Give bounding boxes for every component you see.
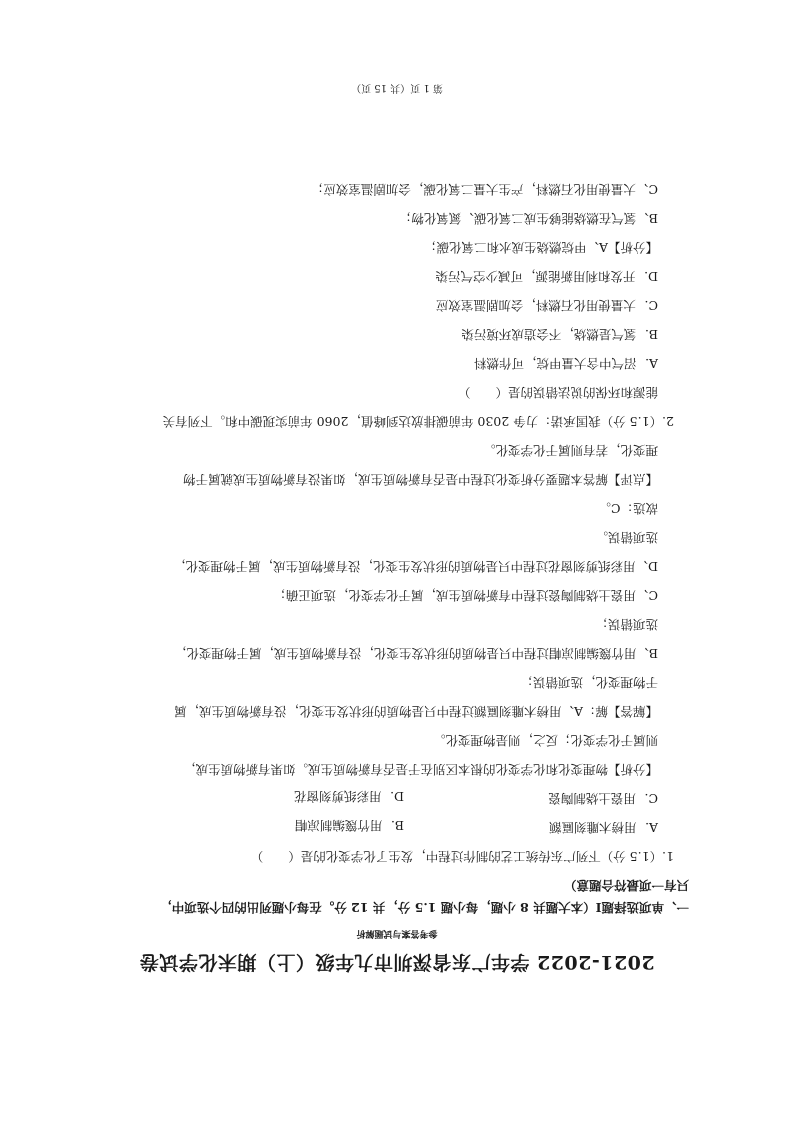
section-heading-line1: 一、单项选择题Ⅰ（本大题共 8 小题，每小题 1.5 分，共 12 分。在每小题列出的四个选项中， xyxy=(159,900,689,915)
q1-option-a: A．用榜木雕刻匾额 xyxy=(548,820,658,835)
q1-analysis-line1: 【分析】物理变化和化学变化的根本区别在于是否有新物质生成。如果有新物质生成， xyxy=(182,762,658,777)
q2-stem-line2: 能源和环保的说法错误的是（ ） xyxy=(457,385,658,400)
q2-option-d: D．开发和利用新能源，可减少空气污染 xyxy=(435,269,658,284)
q1-answer-line2: 于物理变化，选项错误； xyxy=(520,675,658,690)
q1-answer-line6: D、用彩纸剪刻窗花过程中只是物质的形状发生变化，没有新物质生成，属于物理变化， xyxy=(172,559,658,574)
q1-stem: 1.（1.5 分）下列广东传统工艺的制作过程中，发生了化学变化的是（ ） xyxy=(250,849,674,864)
page-subtitle: 参考答案与试题解析 xyxy=(356,928,438,938)
q2-analysis-line1: 【分析】A、甲烷燃烧生成水和二氧化碳； xyxy=(423,240,658,255)
section-heading-line2: 只有一项最符合题意） xyxy=(563,878,689,893)
q2-option-c: C．大量使用化石燃料，会加剧温室效应 xyxy=(435,298,658,313)
q1-answer-line4: 选项错误； xyxy=(595,617,658,632)
q2-analysis-line2: B、氢气在燃烧能够生成二氧化碳、氮氧化物； xyxy=(398,211,658,226)
q1-answer-line1: 【解答】解：A、用榜木雕刻匾额过程中只是物质的形状发生变化，没有新物质生成，属 xyxy=(173,704,658,719)
q1-analysis-line2: 则属于化学变化；反之，则是物理变化。 xyxy=(432,733,658,748)
q2-option-a: A．沼气中含大量甲烷，可作燃料 xyxy=(473,356,658,371)
q2-analysis-line3: C、大量使用化石燃料，产生大量二氧化碳，会加剧温室效应； xyxy=(310,182,658,197)
q1-option-c: C．用瓷土烧制陶瓷 xyxy=(548,791,658,806)
q1-answer-line3: B、用竹篾编制凉帽过程中只是物质的形状发生变化，没有新物质生成，属于物理变化， xyxy=(173,646,658,661)
q1-comment-line2: 理变化，若有则属于化学变化。 xyxy=(482,443,658,458)
q1-option-b: B．用竹篾编制凉帽 xyxy=(294,818,404,833)
q1-comment-line1: 【点评】解答本题要分析变化过程中是否有新物质生成，如果没有新物质生成就属于物 xyxy=(182,472,658,487)
q1-choice: 故选：C。 xyxy=(598,501,658,516)
q1-option-d: D．用彩纸剪刻窗花 xyxy=(293,789,404,804)
q1-answer-line5: C、用瓷土烧制陶瓷过程中有新物质生成，属于化学变化，选项正确； xyxy=(273,588,658,603)
q1-answer-line7: 选项错误。 xyxy=(595,530,658,545)
q2-option-b: B．氢气是燃烧，不会造成环境污染 xyxy=(461,327,658,342)
page-title: 2021-2022 学年广东省深圳市九年级（上）期末化学试卷 xyxy=(139,951,655,973)
q2-stem-line1: 2.（1.5 分）我国承诺：力争 2030 年前碳排放达到峰值，2060 年前实现碳中和。下列有关 xyxy=(162,414,674,429)
page-footer: 第 1 页（共 15 页） xyxy=(351,82,443,93)
